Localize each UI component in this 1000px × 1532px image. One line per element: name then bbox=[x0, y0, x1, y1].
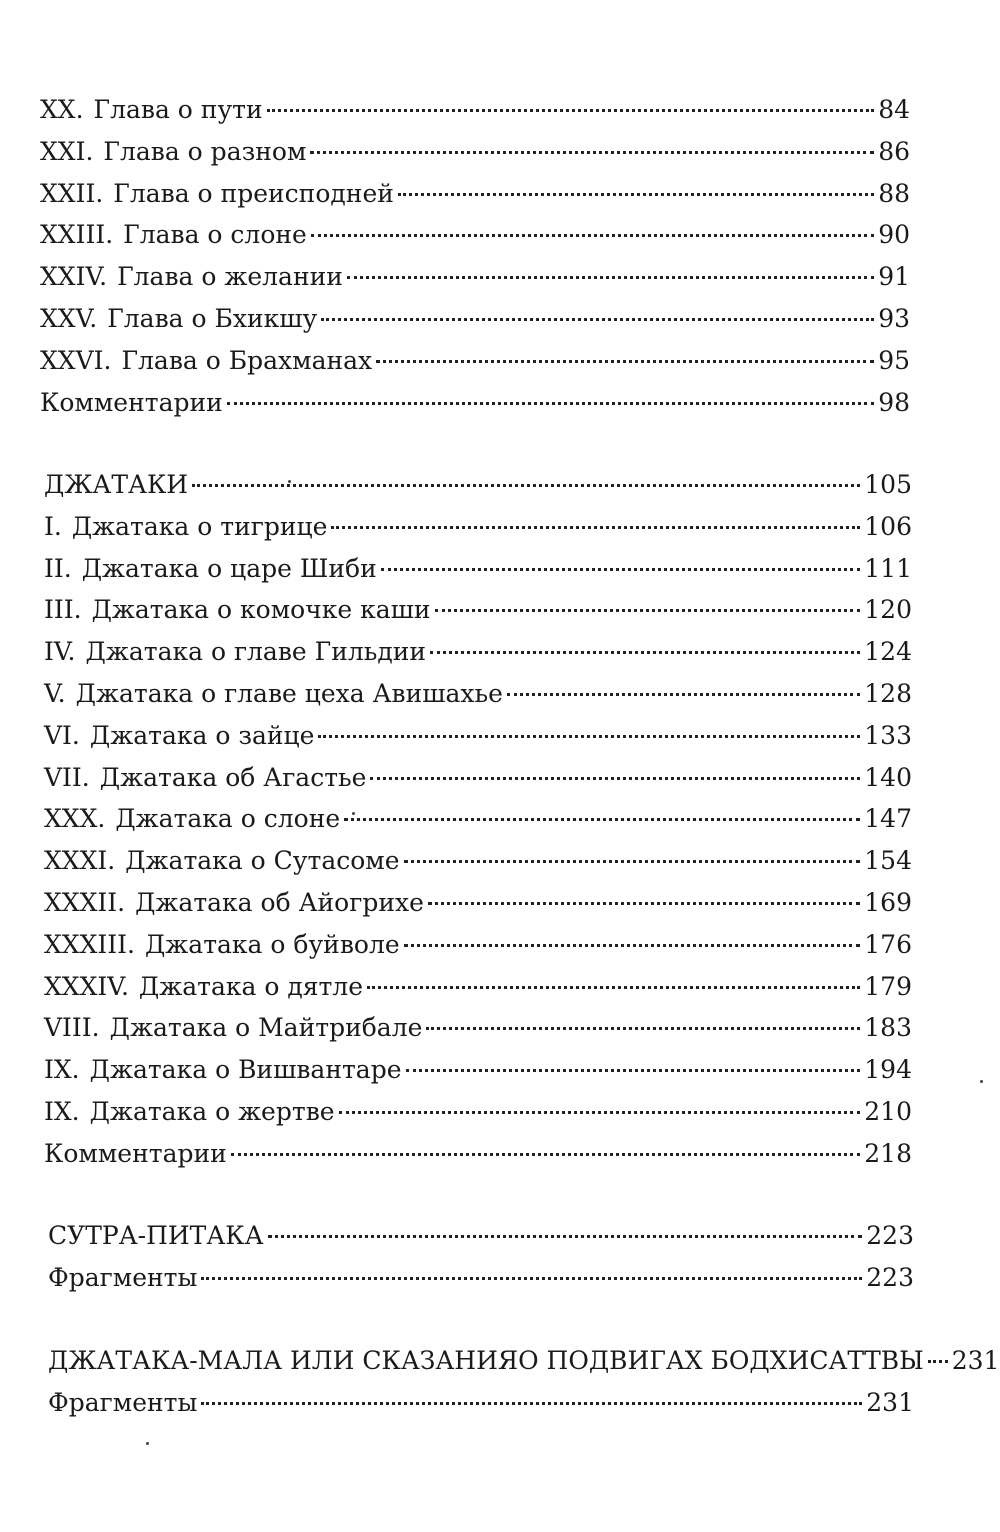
toc-entry-page: 91 bbox=[878, 262, 910, 292]
toc-entry[interactable] bbox=[44, 548, 912, 590]
scan-speck bbox=[288, 480, 291, 483]
toc-entry[interactable] bbox=[44, 757, 912, 799]
toc-entry-number: XXI. bbox=[40, 136, 94, 166]
toc-entry-title: Глава о слоне bbox=[123, 220, 307, 250]
dot-leader bbox=[311, 234, 874, 237]
toc-entry-page: 183 bbox=[864, 1013, 912, 1043]
toc-entry-title: Джатака о Майтрибале bbox=[109, 1013, 423, 1043]
toc-entry-page: 120 bbox=[864, 595, 912, 625]
toc-entry[interactable] bbox=[44, 631, 912, 673]
dot-leader bbox=[928, 1360, 948, 1363]
toc-entry[interactable] bbox=[44, 798, 912, 840]
scan-speck bbox=[980, 1080, 983, 1083]
dot-leader bbox=[435, 609, 861, 612]
toc-entry-page: 223 bbox=[866, 1262, 914, 1292]
toc-section-heading[interactable] bbox=[48, 1215, 914, 1257]
dot-leader bbox=[404, 944, 861, 947]
toc-entry[interactable] bbox=[44, 966, 912, 1008]
toc-entry[interactable] bbox=[44, 1049, 912, 1091]
toc-entry-page: 147 bbox=[864, 804, 912, 834]
dot-leader bbox=[404, 860, 861, 863]
dot-leader bbox=[227, 402, 874, 405]
toc-entry-title: Глава о Брахманах bbox=[121, 345, 373, 375]
dot-leader bbox=[367, 986, 860, 989]
toc-entry-number: XXV. bbox=[40, 303, 98, 333]
dot-leader bbox=[347, 276, 874, 279]
scan-speck bbox=[146, 1442, 149, 1445]
toc-entry[interactable] bbox=[40, 173, 910, 215]
toc-entry-page: 218 bbox=[864, 1138, 912, 1168]
toc-entry-title: Джатака о зайце bbox=[89, 720, 315, 750]
toc-entry-comments[interactable] bbox=[44, 1133, 912, 1175]
toc-entry[interactable] bbox=[48, 1382, 914, 1424]
toc-entry-page: 140 bbox=[864, 762, 912, 792]
dot-leader bbox=[267, 109, 875, 112]
toc-entry-number: XX. bbox=[40, 95, 84, 124]
toc-entry-title: Джатака о дятле bbox=[138, 971, 364, 1001]
toc-entry-title: Джатака о комочке каши bbox=[91, 595, 431, 625]
dot-leader bbox=[507, 693, 860, 696]
toc-entry[interactable] bbox=[40, 298, 910, 340]
toc-entry[interactable] bbox=[44, 506, 912, 548]
toc-entry-title: Фрагменты bbox=[48, 1387, 198, 1417]
dot-leader bbox=[376, 360, 874, 363]
toc-entry-page: 86 bbox=[878, 136, 910, 166]
toc-section-jatakas bbox=[44, 464, 912, 1175]
dot-leader bbox=[426, 1027, 860, 1030]
toc-entry-number: I. bbox=[44, 511, 62, 541]
toc-entry-number: IX. bbox=[44, 1096, 80, 1126]
toc-entry-page: 176 bbox=[864, 929, 912, 959]
toc-entry-title: Джатака о буйволе bbox=[144, 929, 400, 959]
toc-entry-title: Глава о пути bbox=[93, 95, 263, 124]
toc-entry-title: СУТРА-ПИТАКА bbox=[48, 1221, 264, 1250]
toc-entry-number: XXIV. bbox=[40, 262, 108, 292]
toc-entry-number: II. bbox=[44, 553, 72, 583]
toc-entry-page: 223 bbox=[866, 1221, 914, 1250]
toc-section-jataka-mala bbox=[48, 1340, 1000, 1424]
toc-entry-title: ДЖАТАКА-МАЛА ИЛИ СКАЗАНИЯО ПОДВИГАХ БОДХИСАТТВЫ bbox=[48, 1346, 924, 1375]
dot-leader bbox=[344, 818, 860, 821]
toc-section-heading[interactable] bbox=[48, 1340, 1000, 1382]
dot-leader bbox=[192, 484, 860, 487]
toc-entry-number: XXXIV. bbox=[44, 971, 129, 1001]
toc-section-heading[interactable] bbox=[44, 464, 912, 506]
toc-entry-number: XXX. bbox=[44, 804, 106, 834]
toc-entry-number: XXVI. bbox=[40, 345, 112, 375]
toc-entry-title: Фрагменты bbox=[48, 1262, 198, 1292]
toc-entry-title: Джатака об Агастье bbox=[99, 762, 367, 792]
toc-entry-page: 154 bbox=[864, 846, 912, 876]
toc-entry-title: Глава о Бхикшу bbox=[107, 303, 318, 333]
dot-leader bbox=[268, 1235, 863, 1238]
dot-leader bbox=[381, 568, 861, 571]
toc-entry-number: XXIII. bbox=[40, 220, 114, 250]
toc-entry[interactable] bbox=[44, 882, 912, 924]
toc-entry-page: 98 bbox=[878, 387, 910, 417]
dot-leader bbox=[331, 526, 860, 529]
toc-entry-page: 231 bbox=[951, 1346, 1000, 1375]
toc-entry-page: 84 bbox=[878, 95, 910, 124]
toc-entry-number: V. bbox=[44, 678, 66, 708]
dot-leader bbox=[310, 151, 874, 154]
toc-entry-title: Комментарии bbox=[44, 1138, 227, 1168]
toc-entry-page: 95 bbox=[878, 345, 910, 375]
dot-leader bbox=[428, 902, 860, 905]
toc-entry-number: IV. bbox=[44, 637, 76, 667]
toc-entry-title: Джатака о главе Гильдии bbox=[85, 637, 427, 667]
toc-entry-title: ДЖАТАКИ bbox=[44, 470, 189, 499]
toc-entry-title: Глава о разном bbox=[103, 136, 307, 166]
toc-entry[interactable] bbox=[44, 1007, 912, 1049]
toc-entry-title: Джатака о царе Шиби bbox=[81, 553, 377, 583]
toc-entry[interactable] bbox=[44, 924, 912, 966]
toc-entry-title: Джатака о Вишвантаре bbox=[89, 1055, 402, 1085]
toc-entry-page: 111 bbox=[864, 553, 912, 583]
toc-entry-page: 106 bbox=[864, 511, 912, 541]
toc-entry-page: 90 bbox=[878, 220, 910, 250]
toc-entry-number: IX. bbox=[44, 1055, 80, 1085]
toc-entry-number: VII. bbox=[44, 762, 90, 792]
toc-entry-number: VI. bbox=[44, 720, 80, 750]
dot-leader bbox=[430, 651, 860, 654]
toc-entry-title: Комментарии bbox=[40, 387, 223, 417]
toc-entry-page: 179 bbox=[864, 971, 912, 1001]
toc-entry-page: 88 bbox=[878, 178, 910, 208]
dot-leader bbox=[231, 1153, 860, 1156]
toc-entry-title: Джатака о главе цеха Авишахье bbox=[75, 678, 503, 708]
toc-entry-number: XXXII. bbox=[44, 887, 126, 917]
toc-entry[interactable] bbox=[40, 340, 910, 382]
toc-entry-title: Джатака о Сутасоме bbox=[125, 846, 400, 876]
dot-leader bbox=[201, 1402, 862, 1405]
dot-leader bbox=[321, 318, 874, 321]
toc-entry-page: 231 bbox=[866, 1387, 914, 1417]
toc-entry-number: XXII. bbox=[40, 178, 104, 208]
toc-entry-page: 124 bbox=[864, 637, 912, 667]
toc-entry[interactable] bbox=[40, 214, 910, 256]
toc-entry-page: 194 bbox=[864, 1055, 912, 1085]
toc-entry[interactable] bbox=[44, 589, 912, 631]
toc-entry-number: VIII. bbox=[44, 1013, 100, 1043]
toc-entry-number: XXXI. bbox=[44, 846, 116, 876]
toc-entry-title: Глава о преисподней bbox=[113, 178, 394, 208]
toc-entry-title: Джатака о жертве bbox=[89, 1096, 335, 1126]
toc-entry[interactable] bbox=[44, 673, 912, 715]
toc-entry[interactable] bbox=[40, 131, 910, 173]
toc-entry-page: 133 bbox=[864, 720, 912, 750]
toc-entry-page: 169 bbox=[864, 887, 912, 917]
toc-section-sutra-pitaka bbox=[48, 1215, 914, 1299]
scan-speck bbox=[352, 812, 355, 815]
toc-entry[interactable] bbox=[44, 840, 912, 882]
toc-entry-title: Джатака об Айогрихе bbox=[135, 887, 424, 917]
dot-leader bbox=[339, 1111, 861, 1114]
toc-entry-number: III. bbox=[44, 595, 82, 625]
toc-entry-title: Джатака о тигрице bbox=[71, 511, 328, 541]
toc-entry-page: 128 bbox=[864, 678, 912, 708]
toc-entry-title: Глава о желании bbox=[117, 262, 343, 292]
toc-entry-page: 210 bbox=[864, 1096, 912, 1126]
dot-leader bbox=[398, 193, 874, 196]
toc-entry-page: 105 bbox=[864, 470, 912, 499]
toc-entry-title: Джатака о слоне bbox=[115, 804, 341, 834]
toc-entry[interactable] bbox=[40, 89, 910, 131]
toc-entry[interactable] bbox=[48, 1257, 914, 1299]
toc-section-chapters bbox=[40, 89, 910, 423]
toc-entry[interactable] bbox=[44, 1091, 912, 1133]
toc-entry[interactable] bbox=[44, 715, 912, 757]
toc-entry[interactable] bbox=[40, 256, 910, 298]
dot-leader bbox=[318, 735, 860, 738]
dot-leader bbox=[406, 1069, 861, 1072]
toc-entry-number: XXXIII. bbox=[44, 929, 135, 959]
toc-entry-comments[interactable] bbox=[40, 382, 910, 424]
dot-leader bbox=[201, 1277, 862, 1280]
dot-leader bbox=[370, 777, 860, 780]
toc-entry-page: 93 bbox=[878, 303, 910, 333]
